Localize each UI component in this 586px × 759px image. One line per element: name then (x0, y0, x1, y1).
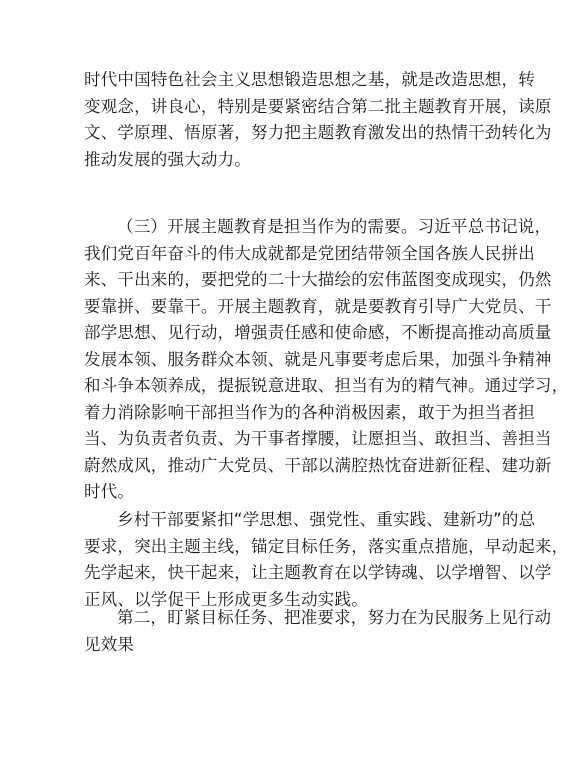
text-line: 当、为负责者负责、为干事者撑腰，让愿担当、敢担当、善担当 (84, 429, 552, 448)
text-line: 推动发展的强大动力。 (84, 149, 251, 169)
text-line: （三）开展主题教育是担当作为的需要。习近平总书记说， (117, 217, 552, 236)
text-line: 见效果 (84, 634, 135, 654)
paragraph-1 (84, 67, 552, 173)
text-line: 正风、以学促干上形成更多生动实践。 (84, 589, 368, 609)
text-line: 文、学原理、悟原著，努力把主题教育激发出的热情干劲转化为 (84, 123, 552, 142)
text-line: 蔚然成风，推动广大党员、干部以满腔热忱奋进新征程、建功新 (84, 455, 552, 475)
text-line: 先学起来，快干起来，让主题教育在以学铸魂、以学增智、以学 (84, 563, 552, 582)
text-line: 乡村干部要紧扣“学思想、强党性、重实践、建新功”的总 (117, 510, 536, 529)
text-line: 变观念，讲良心，特别是要紧密结合第二批主题教育开展，读原 (84, 96, 552, 116)
text-line: 第二，盯紧目标任务、把准要求，努力在为民服务上见行动 (117, 608, 552, 627)
paragraph-3 (84, 507, 569, 613)
text-line: 发展本领、服务群众本领、就是凡事要考虑后果，加强斗争精神 (84, 349, 552, 369)
text-line: 要靠拼、要靠干。开展主题教育，就是要教育引导广大党员、干 (84, 296, 552, 316)
text-line: 着力消除影响干部担当作为的各种消极因素，敢于为担当者担 (84, 402, 535, 422)
text-line: 部学思想、见行动，增强责任感和使命感，不断提高推动高质量 (84, 323, 552, 342)
text-line: 要求，突出主题主线，锚定目标任务，落实重点措施，早动起来， (84, 536, 569, 556)
text-line: 时代中国特色社会主义思想锻造思想之基，就是改造思想，转 (84, 70, 535, 89)
paragraph-2 (84, 214, 569, 506)
paragraph-4 (84, 605, 552, 658)
text-line: 和斗争本领养成，提振锐意进取、担当有为的精气神。通过学习， (84, 376, 569, 395)
text-line: 时代。 (84, 482, 135, 501)
text-line: 来、干出来的，要把党的二十大描绘的宏伟蓝图变成现实，仍然 (84, 270, 552, 289)
text-line: 我们党百年奋斗的伟大成就都是党团结带领全国各族人民拼出 (84, 243, 535, 263)
